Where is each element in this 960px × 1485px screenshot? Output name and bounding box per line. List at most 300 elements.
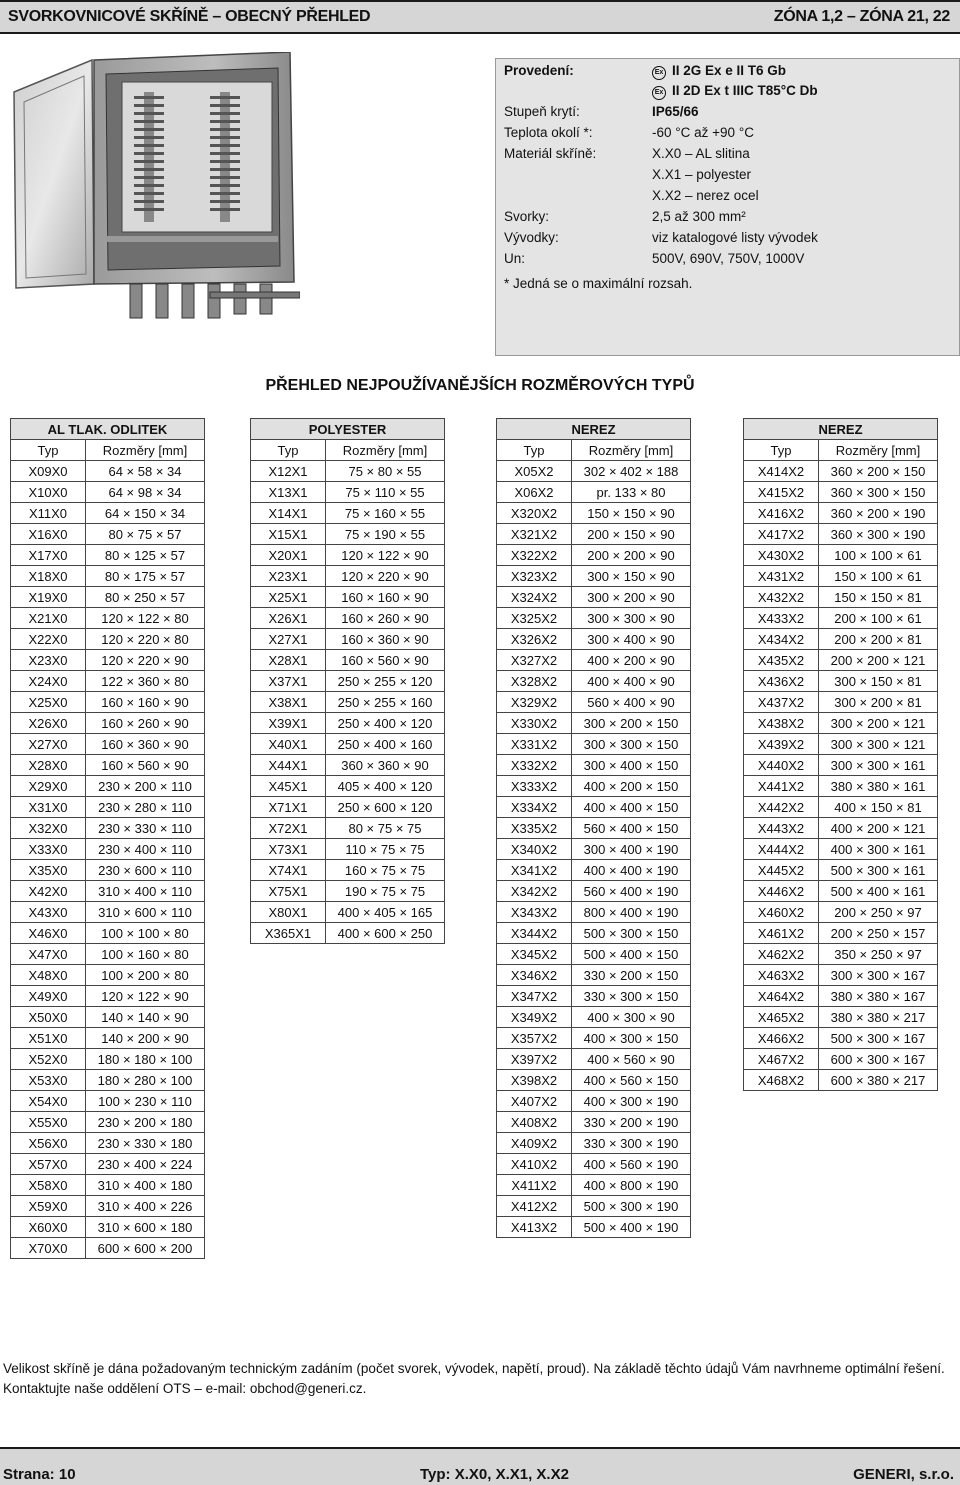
header-zone: ZÓNA 1,2 – ZÓNA 21, 22 — [773, 8, 950, 25]
table-row — [251, 818, 445, 839]
dimensions-cell: 160 × 260 × 90 — [86, 713, 205, 734]
table-row — [497, 818, 691, 839]
dimension-table-nerez — [496, 418, 691, 1238]
table-row — [251, 755, 445, 776]
type-cell: X54X0 — [11, 1091, 86, 1112]
page-header — [0, 0, 960, 34]
type-cell: X446X2 — [744, 881, 819, 902]
type-cell: X417X2 — [744, 524, 819, 545]
table-row — [251, 776, 445, 797]
spec-value: X.X1 – polyester — [652, 167, 752, 182]
table-row — [251, 629, 445, 650]
type-cell: X06X2 — [497, 482, 572, 503]
table-row — [744, 1007, 938, 1028]
type-cell: X29X0 — [11, 776, 86, 797]
dimensions-cell: 500 × 300 × 150 — [572, 923, 691, 944]
type-cell: X27X0 — [11, 734, 86, 755]
type-cell: X326X2 — [497, 629, 572, 650]
table-row — [744, 839, 938, 860]
table-row — [497, 965, 691, 986]
dimensions-cell: 100 × 200 × 80 — [86, 965, 205, 986]
table-row — [744, 902, 938, 923]
table-row — [11, 1091, 205, 1112]
dimensions-cell: 360 × 300 × 190 — [819, 524, 938, 545]
table-row — [11, 944, 205, 965]
column-header: Rozměry [mm] — [572, 440, 691, 461]
type-cell: X28X1 — [251, 650, 326, 671]
type-cell: X22X0 — [11, 629, 86, 650]
spec-value: IP65/66 — [652, 104, 699, 119]
type-cell: X05X2 — [497, 461, 572, 482]
table-row — [744, 986, 938, 1007]
page-footer — [0, 1447, 960, 1485]
type-cell: X323X2 — [497, 566, 572, 587]
table-row — [744, 776, 938, 797]
dimensions-cell: 300 × 200 × 81 — [819, 692, 938, 713]
table-row — [744, 461, 938, 482]
dimensions-cell: 80 × 75 × 75 — [326, 818, 445, 839]
type-cell: X44X1 — [251, 755, 326, 776]
dimensions-cell: 405 × 400 × 120 — [326, 776, 445, 797]
dimensions-cell: 230 × 330 × 180 — [86, 1133, 205, 1154]
type-cell: X11X0 — [11, 503, 86, 524]
type-cell: X48X0 — [11, 965, 86, 986]
table-row — [251, 671, 445, 692]
table-row — [744, 881, 938, 902]
table-row — [11, 965, 205, 986]
type-cell: X345X2 — [497, 944, 572, 965]
table-row — [497, 944, 691, 965]
dimensions-cell: pr. 133 × 80 — [572, 482, 691, 503]
type-cell: X435X2 — [744, 650, 819, 671]
type-cell: X330X2 — [497, 713, 572, 734]
spec-value: viz katalogové listy vývodek — [652, 230, 818, 245]
type-cell: X56X0 — [11, 1133, 86, 1154]
dimensions-cell: 310 × 600 × 110 — [86, 902, 205, 923]
table-row — [11, 692, 205, 713]
type-cell: X25X1 — [251, 587, 326, 608]
type-cell: X31X0 — [11, 797, 86, 818]
table-row — [251, 860, 445, 881]
enclosure-photo — [10, 52, 300, 342]
table-row — [497, 1049, 691, 1070]
type-cell: X45X1 — [251, 776, 326, 797]
type-cell: X436X2 — [744, 671, 819, 692]
dimensions-cell: 200 × 250 × 157 — [819, 923, 938, 944]
dimensions-cell: 150 × 100 × 61 — [819, 566, 938, 587]
type-cell: X349X2 — [497, 1007, 572, 1028]
table-row — [11, 1154, 205, 1175]
type-cell: X416X2 — [744, 503, 819, 524]
dimension-table-polyester — [250, 418, 445, 944]
table-row — [497, 587, 691, 608]
dimensions-cell: 200 × 200 × 81 — [819, 629, 938, 650]
table-row — [497, 671, 691, 692]
type-cell: X27X1 — [251, 629, 326, 650]
dimensions-cell: 330 × 300 × 150 — [572, 986, 691, 1007]
type-cell: X320X2 — [497, 503, 572, 524]
dimensions-cell: 400 × 800 × 190 — [572, 1175, 691, 1196]
table-row — [11, 860, 205, 881]
type-cell: X09X0 — [11, 461, 86, 482]
dimensions-cell: 330 × 200 × 150 — [572, 965, 691, 986]
specifications-panel — [495, 58, 960, 356]
dimensions-cell: 400 × 300 × 161 — [819, 839, 938, 860]
dimensions-cell: 300 × 400 × 90 — [572, 629, 691, 650]
type-cell: X441X2 — [744, 776, 819, 797]
table-row — [744, 713, 938, 734]
table-row — [11, 671, 205, 692]
type-cell: X13X1 — [251, 482, 326, 503]
dimensions-cell: 80 × 75 × 57 — [86, 524, 205, 545]
dimensions-cell: 400 × 400 × 190 — [572, 860, 691, 881]
table-row — [251, 545, 445, 566]
table-row — [11, 524, 205, 545]
table-row — [744, 755, 938, 776]
type-cell: X16X0 — [11, 524, 86, 545]
dimensions-cell: 160 × 260 × 90 — [326, 608, 445, 629]
dimensions-cell: 120 × 122 × 90 — [326, 545, 445, 566]
dimensions-cell: 500 × 300 × 190 — [572, 1196, 691, 1217]
dimensions-cell: 310 × 400 × 226 — [86, 1196, 205, 1217]
table-row — [251, 797, 445, 818]
dimensions-cell: 230 × 200 × 180 — [86, 1112, 205, 1133]
type-cell: X437X2 — [744, 692, 819, 713]
type-cell: X53X0 — [11, 1070, 86, 1091]
type-cell: X59X0 — [11, 1196, 86, 1217]
type-cell: X325X2 — [497, 608, 572, 629]
table-row — [497, 1028, 691, 1049]
type-cell: X408X2 — [497, 1112, 572, 1133]
type-cell: X340X2 — [497, 839, 572, 860]
dimensions-cell: 560 × 400 × 150 — [572, 818, 691, 839]
type-cell: X50X0 — [11, 1007, 86, 1028]
dimensions-cell: 200 × 200 × 90 — [572, 545, 691, 566]
table-row — [251, 461, 445, 482]
dimensions-cell: 380 × 380 × 217 — [819, 1007, 938, 1028]
dimensions-cell: 380 × 380 × 161 — [819, 776, 938, 797]
dimensions-cell: 302 × 402 × 188 — [572, 461, 691, 482]
table-row — [11, 503, 205, 524]
table-row — [744, 1049, 938, 1070]
table-row — [744, 965, 938, 986]
type-cell: X332X2 — [497, 755, 572, 776]
table-row — [11, 629, 205, 650]
dimensions-cell: 360 × 200 × 190 — [819, 503, 938, 524]
type-cell: X321X2 — [497, 524, 572, 545]
type-cell: X333X2 — [497, 776, 572, 797]
table-row — [11, 1049, 205, 1070]
table-row — [497, 923, 691, 944]
note-line: Velikost skříně je dána požadovaným technickým zadáním (počet svorek, vývodek, napětí, proud). Na základě těchto údajů Vám navrhneme optimální řešení. — [3, 1361, 945, 1376]
dimensions-cell: 230 × 330 × 110 — [86, 818, 205, 839]
page-number: Strana: 10 — [3, 1466, 76, 1483]
table-row — [497, 629, 691, 650]
dimensions-cell: 300 × 300 × 161 — [819, 755, 938, 776]
dimensions-cell: 300 × 200 × 121 — [819, 713, 938, 734]
dimensions-cell: 100 × 100 × 80 — [86, 923, 205, 944]
type-cell: X334X2 — [497, 797, 572, 818]
table-row — [251, 566, 445, 587]
table-row — [744, 734, 938, 755]
type-cell: X24X0 — [11, 671, 86, 692]
dimensions-cell: 400 × 405 × 165 — [326, 902, 445, 923]
column-header: Rozměry [mm] — [819, 440, 938, 461]
header-title: SVORKOVNICOVÉ SKŘÍNĚ – OBECNÝ PŘEHLED — [8, 8, 371, 25]
table-row — [744, 545, 938, 566]
dimensions-cell: 560 × 400 × 190 — [572, 881, 691, 902]
table-row — [497, 1175, 691, 1196]
spec-value: X.X2 – nerez ocel — [652, 188, 759, 203]
footer-types: Typ: X.X0, X.X1, X.X2 — [420, 1466, 569, 1483]
dimensions-cell: 400 × 150 × 81 — [819, 797, 938, 818]
type-cell: X322X2 — [497, 545, 572, 566]
dimensions-cell: 310 × 400 × 110 — [86, 881, 205, 902]
table-row — [251, 503, 445, 524]
dimensions-cell: 100 × 100 × 61 — [819, 545, 938, 566]
dimensions-cell: 160 × 360 × 90 — [326, 629, 445, 650]
type-cell: X47X0 — [11, 944, 86, 965]
table-row — [497, 692, 691, 713]
dimensions-cell: 160 × 160 × 90 — [86, 692, 205, 713]
dimensions-cell: 200 × 100 × 61 — [819, 608, 938, 629]
dimensions-cell: 300 × 300 × 90 — [572, 608, 691, 629]
table-row — [11, 818, 205, 839]
column-header: Rozměry [mm] — [326, 440, 445, 461]
type-cell: X430X2 — [744, 545, 819, 566]
spec-label: Teplota okolí *: — [504, 125, 593, 140]
spec-label: Provedení: — [504, 63, 574, 78]
table-row — [11, 797, 205, 818]
dimensions-cell: 360 × 200 × 150 — [819, 461, 938, 482]
type-cell: X10X0 — [11, 482, 86, 503]
type-cell: X365X1 — [251, 923, 326, 944]
type-cell: X14X1 — [251, 503, 326, 524]
type-cell: X52X0 — [11, 1049, 86, 1070]
dimensions-cell: 100 × 230 × 110 — [86, 1091, 205, 1112]
dimensions-cell: 500 × 400 × 190 — [572, 1217, 691, 1238]
dimensions-cell: 300 × 400 × 190 — [572, 839, 691, 860]
table-row — [251, 713, 445, 734]
dimensions-cell: 140 × 200 × 90 — [86, 1028, 205, 1049]
dimensions-cell: 300 × 150 × 90 — [572, 566, 691, 587]
dimension-table-nerez-2 — [743, 418, 938, 1091]
type-cell: X20X1 — [251, 545, 326, 566]
type-cell: X342X2 — [497, 881, 572, 902]
dimensions-cell: 160 × 75 × 75 — [326, 860, 445, 881]
type-cell: X397X2 — [497, 1049, 572, 1070]
table-row — [497, 860, 691, 881]
dimensions-cell: 120 × 122 × 90 — [86, 986, 205, 1007]
type-cell: X32X0 — [11, 818, 86, 839]
dimensions-cell: 330 × 200 × 190 — [572, 1112, 691, 1133]
table-row — [251, 839, 445, 860]
table-row — [11, 1112, 205, 1133]
dimensions-cell: 250 × 255 × 120 — [326, 671, 445, 692]
spec-label: Materiál skříně: — [504, 146, 597, 161]
dimensions-cell: 500 × 300 × 167 — [819, 1028, 938, 1049]
spec-label: Un: — [504, 251, 526, 266]
table-row — [11, 986, 205, 1007]
type-cell: X71X1 — [251, 797, 326, 818]
type-cell: X23X1 — [251, 566, 326, 587]
dimensions-cell: 100 × 160 × 80 — [86, 944, 205, 965]
table-row — [497, 1112, 691, 1133]
dimensions-cell: 300 × 200 × 90 — [572, 587, 691, 608]
dimensions-cell: 400 × 400 × 90 — [572, 671, 691, 692]
dimensions-cell: 122 × 360 × 80 — [86, 671, 205, 692]
table-row — [744, 524, 938, 545]
type-cell: X21X0 — [11, 608, 86, 629]
dimensions-cell: 200 × 200 × 121 — [819, 650, 938, 671]
table-row — [11, 1070, 205, 1091]
table-row — [251, 524, 445, 545]
type-cell: X468X2 — [744, 1070, 819, 1091]
type-cell: X17X0 — [11, 545, 86, 566]
dimensions-cell: 400 × 560 × 190 — [572, 1154, 691, 1175]
dimensions-cell: 400 × 300 × 150 — [572, 1028, 691, 1049]
dimensions-cell: 230 × 200 × 110 — [86, 776, 205, 797]
dimensions-cell: 200 × 150 × 90 — [572, 524, 691, 545]
table-row — [744, 566, 938, 587]
table-row — [11, 545, 205, 566]
table-row — [744, 692, 938, 713]
type-cell: X444X2 — [744, 839, 819, 860]
type-cell: X463X2 — [744, 965, 819, 986]
type-cell: X432X2 — [744, 587, 819, 608]
type-cell: X327X2 — [497, 650, 572, 671]
type-cell: X328X2 — [497, 671, 572, 692]
type-cell: X461X2 — [744, 923, 819, 944]
table-row — [744, 629, 938, 650]
ex-symbol-icon: Ex — [652, 86, 666, 100]
spec-value: Ex II 2G Ex e II T6 Gb — [652, 63, 786, 80]
dimensions-cell: 800 × 400 × 190 — [572, 902, 691, 923]
dimensions-cell: 230 × 400 × 110 — [86, 839, 205, 860]
table-row — [744, 944, 938, 965]
table-row — [497, 503, 691, 524]
type-cell: X462X2 — [744, 944, 819, 965]
dimensions-cell: 230 × 600 × 110 — [86, 860, 205, 881]
table-row — [11, 839, 205, 860]
dimensions-cell: 500 × 300 × 161 — [819, 860, 938, 881]
table-row — [11, 1133, 205, 1154]
type-cell: X438X2 — [744, 713, 819, 734]
dimensions-cell: 400 × 300 × 90 — [572, 1007, 691, 1028]
dimensions-cell: 110 × 75 × 75 — [326, 839, 445, 860]
table-row — [251, 482, 445, 503]
column-header: Typ — [251, 440, 326, 461]
dimensions-cell: 300 × 400 × 150 — [572, 755, 691, 776]
spec-label: Svorky: — [504, 209, 550, 224]
type-cell: X415X2 — [744, 482, 819, 503]
type-cell: X343X2 — [497, 902, 572, 923]
note-line: Kontaktujte naše oddělení OTS – e-mail: obchod@generi.cz. — [3, 1381, 367, 1396]
table-row — [11, 923, 205, 944]
type-cell: X443X2 — [744, 818, 819, 839]
table-row — [251, 902, 445, 923]
table-row — [11, 1238, 205, 1259]
type-cell: X70X0 — [11, 1238, 86, 1259]
type-cell: X466X2 — [744, 1028, 819, 1049]
type-cell: X55X0 — [11, 1112, 86, 1133]
table-row — [744, 1028, 938, 1049]
table-row — [11, 776, 205, 797]
type-cell: X43X0 — [11, 902, 86, 923]
dimensions-cell: 500 × 400 × 161 — [819, 881, 938, 902]
dimensions-cell: 140 × 140 × 90 — [86, 1007, 205, 1028]
table-row — [497, 461, 691, 482]
table-row — [497, 1196, 691, 1217]
type-cell: X440X2 — [744, 755, 819, 776]
column-header: Rozměry [mm] — [86, 440, 205, 461]
spec-footnote: * Jedná se o maximální rozsah. — [504, 276, 693, 291]
table-group-header: NEREZ — [497, 419, 691, 440]
table-row — [11, 713, 205, 734]
type-cell: X439X2 — [744, 734, 819, 755]
dimensions-cell: 400 × 300 × 190 — [572, 1091, 691, 1112]
table-row — [744, 818, 938, 839]
table-row — [11, 881, 205, 902]
table-row — [744, 587, 938, 608]
table-row — [11, 1217, 205, 1238]
dimensions-cell: 150 × 150 × 90 — [572, 503, 691, 524]
type-cell: X60X0 — [11, 1217, 86, 1238]
table-group-header: NEREZ — [744, 419, 938, 440]
column-header: Typ — [11, 440, 86, 461]
table-row — [497, 1133, 691, 1154]
dimensions-cell: 64 × 58 × 34 — [86, 461, 205, 482]
dimensions-cell: 400 × 560 × 150 — [572, 1070, 691, 1091]
table-row — [11, 587, 205, 608]
dimensions-cell: 560 × 400 × 90 — [572, 692, 691, 713]
type-cell: X35X0 — [11, 860, 86, 881]
table-row — [497, 545, 691, 566]
dimensions-cell: 75 × 80 × 55 — [326, 461, 445, 482]
dimensions-cell: 380 × 380 × 167 — [819, 986, 938, 1007]
dimensions-cell: 150 × 150 × 81 — [819, 587, 938, 608]
section-title: PŘEHLED NEJPOUŽÍVANĚJŠÍCH ROZMĚROVÝCH TYPŮ — [265, 377, 695, 394]
dimensions-cell: 75 × 110 × 55 — [326, 482, 445, 503]
ex-symbol-icon: Ex — [652, 66, 666, 80]
type-cell: X411X2 — [497, 1175, 572, 1196]
table-row — [11, 461, 205, 482]
table-row — [744, 671, 938, 692]
dimensions-cell: 350 × 250 × 97 — [819, 944, 938, 965]
type-cell: X398X2 — [497, 1070, 572, 1091]
table-row — [497, 1217, 691, 1238]
dimensions-cell: 400 × 560 × 90 — [572, 1049, 691, 1070]
table-row — [497, 734, 691, 755]
type-cell: X413X2 — [497, 1217, 572, 1238]
type-cell: X75X1 — [251, 881, 326, 902]
table-row — [497, 566, 691, 587]
table-row — [497, 524, 691, 545]
type-cell: X410X2 — [497, 1154, 572, 1175]
dimensions-cell: 64 × 150 × 34 — [86, 503, 205, 524]
dimensions-cell: 250 × 400 × 120 — [326, 713, 445, 734]
type-cell: X346X2 — [497, 965, 572, 986]
table-row — [744, 797, 938, 818]
type-cell: X324X2 — [497, 587, 572, 608]
table-row — [497, 755, 691, 776]
dimensions-cell: 80 × 250 × 57 — [86, 587, 205, 608]
table-row — [251, 692, 445, 713]
table-row — [11, 566, 205, 587]
type-cell: X433X2 — [744, 608, 819, 629]
table-row — [11, 650, 205, 671]
dimensions-cell: 180 × 180 × 100 — [86, 1049, 205, 1070]
